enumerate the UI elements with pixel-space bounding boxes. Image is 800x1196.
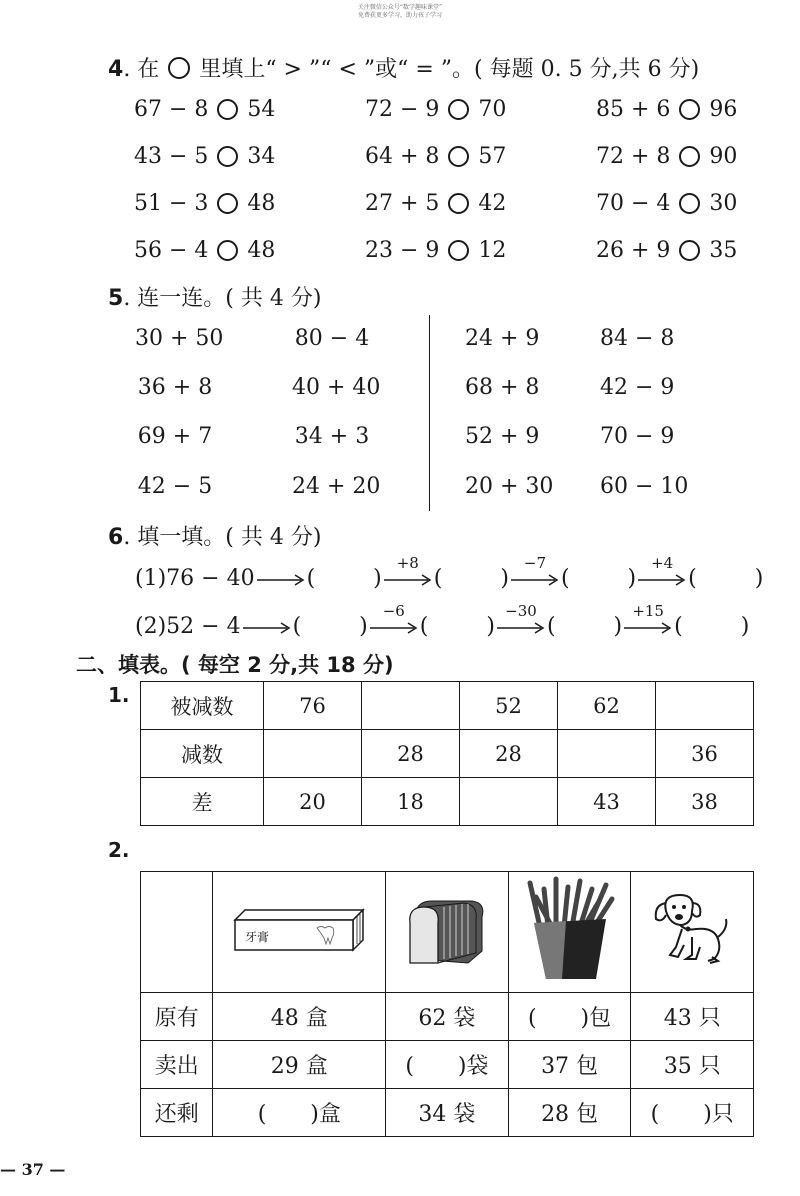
operation-arrow-icon [636,553,688,590]
compare-right: 30 [709,191,738,216]
operation-arrow-icon [622,601,674,638]
value-cell: 62 [558,682,656,730]
answer-circle-icon[interactable] [448,146,469,167]
page-number: 37 [21,1160,44,1179]
q5-number: 5 [108,286,124,311]
compare-item [596,144,737,169]
row-header: 被减数 [141,682,264,730]
page-footer: — 37 — [0,1160,66,1179]
answer-blank[interactable]: ( ) [674,614,750,639]
match-expression[interactable]: 52 + 9 [465,424,540,449]
compare-left: 70 − 4 [596,191,671,216]
value-cell: 43 [558,778,656,826]
q5-heading [108,281,321,312]
answer-blank[interactable]: ( ) [419,614,495,639]
operation-label: +4 [651,553,674,572]
table1 [140,681,754,826]
table-row [141,730,754,778]
compare-right: 54 [247,97,276,122]
operation-arrow-icon [368,601,420,638]
q4-text-before: . 在 [123,57,160,82]
long-arrow-icon [241,616,293,638]
compare-left: 64 + 8 [365,144,440,169]
q5-divider [429,315,430,511]
operation-arrow-icon [382,553,434,590]
answer-cell[interactable] [558,730,656,778]
value-cell: 76 [264,682,362,730]
match-expression[interactable]: 84 − 8 [600,326,675,351]
compare-left: 51 − 3 [134,191,209,216]
operation-label: +8 [396,553,419,572]
q6-heading [108,520,321,551]
compare-left: 72 − 9 [365,97,440,122]
watermark-line2: 免费获更多学习，助力孩子学习 [357,12,442,19]
compare-right: 12 [478,238,507,263]
fries-cell [508,872,631,993]
table2 [140,871,754,1137]
value-cell: 37 包 [508,1041,631,1089]
match-expression[interactable]: 42 − 9 [600,375,675,400]
match-expression[interactable]: 24 + 9 [465,326,540,351]
value-cell: 28 包 [508,1089,631,1137]
compare-item [365,238,506,263]
compare-item [134,97,275,122]
compare-item [596,238,737,263]
table2-corner-cell [141,872,213,993]
toothpaste-box-icon [229,906,369,952]
match-expression[interactable]: 68 + 8 [465,375,540,400]
answer-cell[interactable]: ( )只 [631,1089,754,1137]
value-cell: 36 [656,730,754,778]
dog-cell [631,872,754,993]
compare-left: 27 + 5 [365,191,440,216]
answer-blank[interactable]: ( ) [433,566,509,591]
row-header: 卖出 [141,1041,213,1089]
answer-cell[interactable] [362,682,460,730]
toothpaste-cell [213,872,386,993]
value-cell: 28 [460,730,558,778]
answer-circle-icon[interactable] [679,146,700,167]
table1-number: 1. [108,683,130,707]
compare-item [365,97,506,122]
answer-cell[interactable]: ( )包 [508,993,631,1041]
answer-circle-icon[interactable] [448,240,469,261]
answer-blank[interactable]: ( ) [292,614,368,639]
compare-left: 43 − 5 [134,144,209,169]
compare-left: 26 + 9 [596,238,671,263]
value-cell: 62 袋 [386,993,509,1041]
compare-item [365,191,506,216]
compare-left: 56 − 4 [134,238,209,263]
operation-arrow-icon [509,553,561,590]
value-cell: 28 [362,730,460,778]
compare-right: 57 [478,144,507,169]
operation-arrow-icon [495,601,547,638]
value-cell: 38 [656,778,754,826]
bread-cell [386,872,509,993]
compare-item [596,191,737,216]
match-expression[interactable]: 34 + 3 [294,424,370,449]
watermark [300,4,500,20]
q4-text-after: 里填上“ > ”“ < ”或“ = ”。( 每题 0. 5 分,共 6 分) [199,57,700,82]
operation-label: −30 [505,601,537,620]
answer-circle-icon[interactable] [448,99,469,120]
compare-right: 42 [478,191,507,216]
value-cell: 35 只 [631,1041,754,1089]
value-cell: 52 [460,682,558,730]
compare-left: 72 + 8 [596,144,671,169]
q5-title: . 连一连。( 共 4 分) [123,286,322,311]
answer-blank[interactable]: ( ) [560,566,637,591]
answer-blank[interactable]: ( ) [688,566,764,591]
compare-item [134,144,275,169]
chain-start: (2)52 − 4 [135,614,241,639]
match-expression[interactable]: 30 + 50 [135,326,224,351]
compare-item [134,238,275,263]
row-header: 差 [141,778,264,826]
compare-item [365,144,506,169]
value-cell: 20 [264,778,362,826]
compare-right: 90 [709,144,738,169]
answer-circle-icon[interactable] [448,193,469,214]
row-header: 原有 [141,993,213,1041]
table-row [141,1089,754,1137]
long-arrow-icon [255,568,307,590]
match-expression[interactable]: 42 − 5 [137,474,213,499]
compare-item [596,97,737,122]
answer-circle-icon[interactable] [217,146,238,167]
value-cell: 43 只 [631,993,754,1041]
compare-left: 23 − 9 [365,238,440,263]
value-cell: 29 盒 [213,1041,386,1089]
table-row [141,682,754,730]
compare-left: 67 − 8 [134,97,209,122]
q6-number: 6 [108,525,124,550]
answer-circle-icon[interactable] [679,240,700,261]
operation-label: −7 [523,553,547,572]
match-expression[interactable]: 60 − 10 [600,474,689,499]
q4-number: 4 [108,57,124,82]
dog-icon [652,889,732,969]
answer-cell[interactable]: ( )盒 [213,1089,386,1137]
fill-chain-row [135,601,750,639]
row-header: 减数 [141,730,264,778]
answer-circle-icon[interactable] [679,99,700,120]
match-expression[interactable]: 20 + 30 [465,474,554,499]
operation-label: −6 [382,601,405,620]
circle-icon [168,57,190,79]
toothpaste-label: 牙膏 [245,930,270,944]
compare-right: 34 [247,144,276,169]
answer-blank[interactable]: ( ) [306,566,382,591]
compare-right: 35 [709,238,738,263]
watermark-line1: 关注微信公众号“数学趣味课堂” [357,4,443,11]
value-cell: 34 袋 [386,1089,509,1137]
table-row [141,778,754,826]
table-row [141,1041,754,1089]
table-row [141,993,754,1041]
match-expression[interactable]: 40 + 40 [292,375,381,400]
row-header: 还剩 [141,1089,213,1137]
bread-loaf-icon [406,893,488,965]
compare-item [134,191,275,216]
compare-right: 70 [478,97,507,122]
answer-circle-icon[interactable] [217,193,238,214]
compare-right: 48 [247,191,276,216]
chain-start: (1)76 − 40 [135,566,255,591]
compare-right: 48 [247,238,276,263]
answer-circle-icon[interactable] [217,99,238,120]
q4-heading [108,52,699,83]
answer-blank[interactable]: ( ) [546,614,623,639]
answer-circle-icon[interactable] [217,240,238,261]
match-expression[interactable]: 36 + 8 [137,375,213,400]
answer-circle-icon[interactable] [679,193,700,214]
table2-number: 2. [108,838,130,862]
value-cell: 48 盒 [213,993,386,1041]
match-expression[interactable]: 70 − 9 [600,424,675,449]
answer-cell[interactable] [264,730,362,778]
match-expression[interactable]: 69 + 7 [137,424,213,449]
compare-right: 96 [709,97,738,122]
answer-cell[interactable] [656,682,754,730]
fill-chain-row [135,553,764,591]
french-fries-icon [522,875,618,983]
match-expression[interactable]: 24 + 20 [292,474,381,499]
operation-label: +15 [632,601,664,620]
compare-left: 85 + 6 [596,97,671,122]
q6-title: . 填一填。( 共 4 分) [123,525,322,550]
answer-cell[interactable] [460,778,558,826]
match-expression[interactable]: 80 − 4 [294,326,370,351]
section2-title: 二、填表。( 每空 2 分,共 18 分) [76,653,394,677]
value-cell: 18 [362,778,460,826]
answer-cell[interactable]: ( )袋 [386,1041,509,1089]
